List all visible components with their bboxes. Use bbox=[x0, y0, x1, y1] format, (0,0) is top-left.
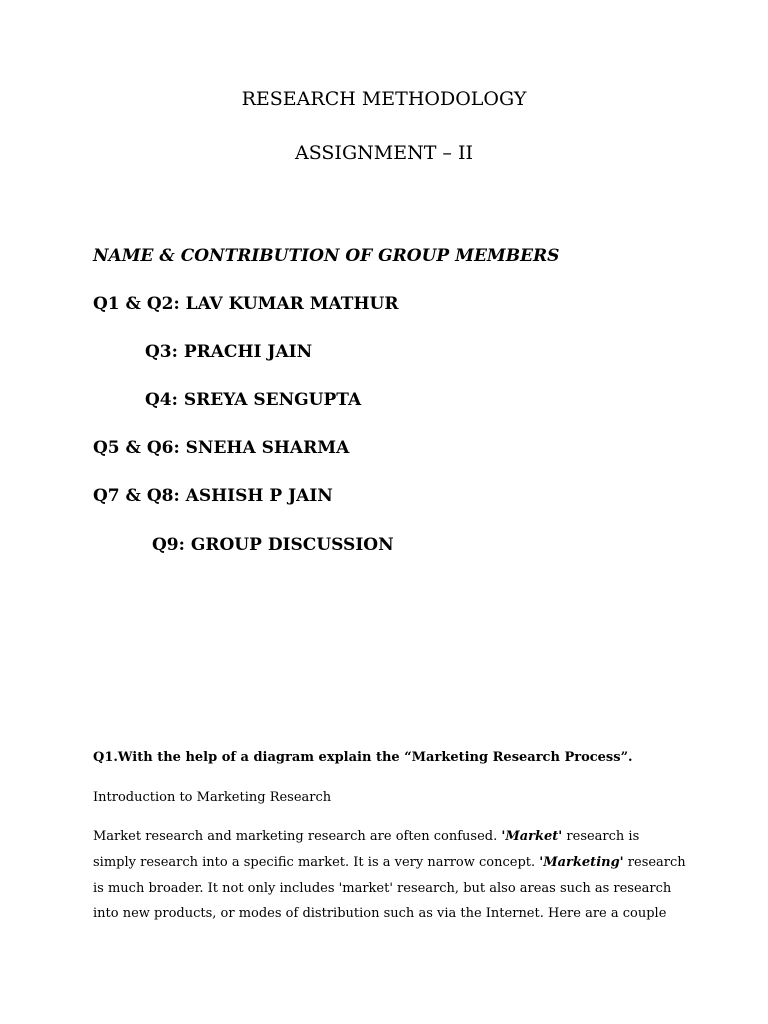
paragraph-line: into new products, or modes of distribution such as via the Internet. Here are a couple bbox=[93, 906, 667, 921]
document-title: RESEARCH METHODOLOGY bbox=[241, 88, 527, 110]
member-line: Q4: SREYA SENGUPTA bbox=[145, 390, 362, 410]
members-heading: NAME & CONTRIBUTION OF GROUP MEMBERS bbox=[93, 246, 560, 266]
member-line: Q9: GROUP DISCUSSION bbox=[152, 535, 394, 555]
document-subtitle: ASSIGNMENT – II bbox=[295, 142, 473, 164]
member-line: Q3: PRACHI JAIN bbox=[145, 342, 313, 362]
question-text: Q1.With the help of a diagram explain the “Marketing Research Process”. bbox=[93, 750, 633, 765]
member-line: Q5 & Q6: SNEHA SHARMA bbox=[93, 438, 350, 458]
member-line: Q1 & Q2: LAV KUMAR MATHUR bbox=[93, 294, 399, 314]
paragraph-emphasis: 'Market' bbox=[501, 829, 563, 844]
paragraph-text: research bbox=[623, 855, 686, 870]
paragraph-line bbox=[93, 829, 639, 844]
paragraph-line: is much broader. It not only includes 'market' research, but also areas such as research bbox=[93, 881, 672, 896]
paragraph-text: simply research into a specific market. It is a very narrow concept. bbox=[93, 855, 540, 870]
paragraph-text: Market research and marketing research are often confused. bbox=[93, 829, 502, 844]
section-heading: Introduction to Marketing Research bbox=[93, 790, 332, 805]
paragraph-line bbox=[93, 855, 686, 870]
member-line: Q7 & Q8: ASHISH P JAIN bbox=[93, 486, 333, 506]
paragraph-emphasis: 'Marketing' bbox=[539, 855, 624, 870]
paragraph-text: research is bbox=[562, 829, 640, 844]
